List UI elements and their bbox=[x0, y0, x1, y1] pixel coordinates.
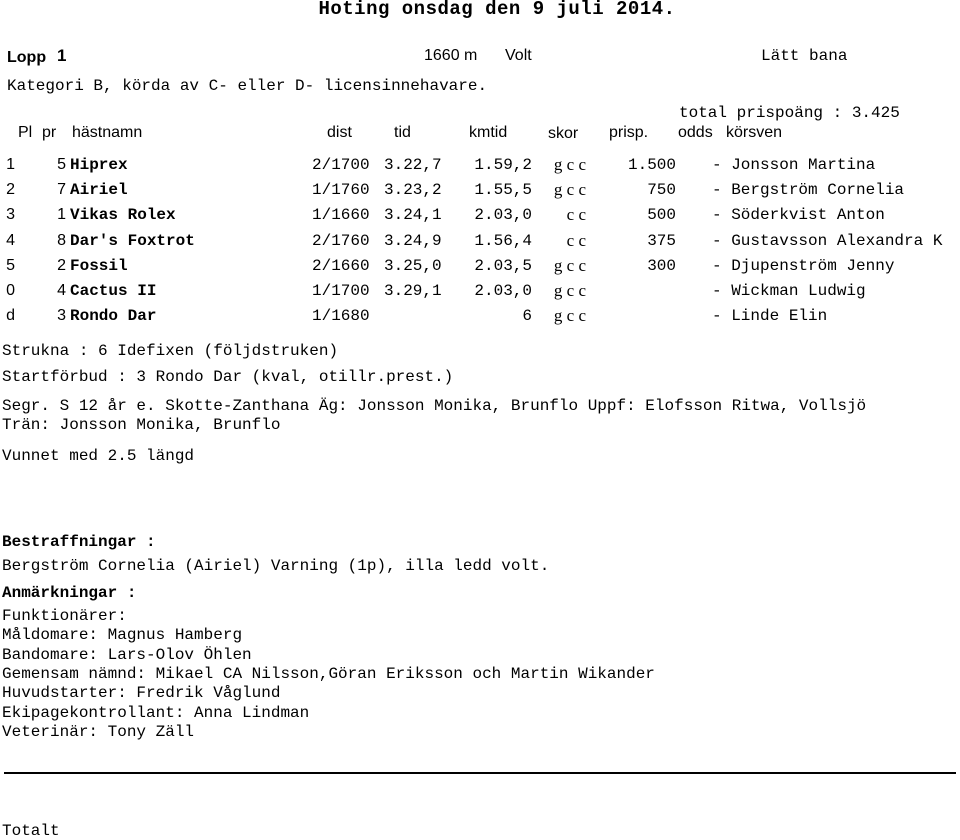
divider bbox=[4, 772, 956, 774]
startforbud-line: Startförbud : 3 Rondo Dar (kval, otillr.prest.) bbox=[2, 368, 454, 386]
row-pr: 8 bbox=[57, 231, 66, 249]
row-skor: g c c bbox=[553, 180, 586, 200]
row-driver: - Jonsson Martina bbox=[712, 156, 876, 174]
row-pr: 4 bbox=[57, 282, 66, 299]
remark-line: Gemensam nämnd: Mikael CA Nilsson,Göran Eriksson och Martin Wikander bbox=[2, 664, 655, 683]
row-pl: 3 bbox=[6, 206, 15, 224]
col-time: tid bbox=[394, 124, 411, 141]
totalt-label: Totalt bbox=[2, 822, 60, 840]
row-prize: 750 bbox=[647, 181, 676, 200]
row-kmtid: 1.56,4 bbox=[474, 231, 532, 250]
row-kmtid: 2.03,5 bbox=[474, 256, 532, 275]
row-dist: 1/1660 bbox=[312, 206, 370, 225]
row-pr: 1 bbox=[57, 206, 66, 224]
row-pr: 7 bbox=[57, 181, 66, 199]
row-pr: 5 bbox=[57, 156, 66, 173]
col-pr: pr bbox=[42, 124, 57, 141]
row-skor: c c bbox=[566, 230, 586, 250]
row-dist: 1/1760 bbox=[312, 181, 370, 200]
row-dist: 1/1680 bbox=[312, 307, 370, 326]
row-time: 3.23,2 bbox=[384, 181, 442, 200]
remark-line: Huvudstarter: Fredrik Våglund bbox=[2, 684, 281, 703]
row-horse: Hiprex bbox=[70, 156, 128, 174]
row-pr: 3 bbox=[57, 307, 66, 325]
row-driver: - Linde Elin bbox=[712, 307, 828, 326]
col-dist: dist bbox=[327, 124, 352, 141]
col-odds: odds bbox=[678, 124, 713, 141]
row-time: 3.22,7 bbox=[384, 156, 442, 174]
col-skor: skor bbox=[548, 125, 579, 142]
row-horse: Fossil bbox=[70, 256, 128, 275]
col-kmtid: kmtid bbox=[469, 124, 508, 141]
col-horse: hästnamn bbox=[72, 124, 143, 141]
row-kmtid: 6 bbox=[522, 307, 532, 326]
row-pl: 0 bbox=[6, 282, 15, 299]
row-pl: 4 bbox=[6, 231, 15, 249]
row-driver: - Bergström Cornelia bbox=[712, 181, 905, 200]
row-pl: 1 bbox=[6, 156, 15, 173]
row-driver: - Djupenström Jenny bbox=[712, 256, 895, 275]
row-time: 3.25,0 bbox=[384, 256, 442, 275]
row-prize: 500 bbox=[647, 206, 676, 225]
row-prize: 300 bbox=[647, 256, 676, 275]
penalties-heading: Bestraffningar : bbox=[2, 533, 156, 551]
row-pl: d bbox=[6, 307, 15, 325]
row-kmtid: 2.03,0 bbox=[474, 282, 532, 300]
col-prisp: prisp. bbox=[609, 124, 649, 141]
strukna-line: Strukna : 6 Idefixen (följdstruken) bbox=[2, 342, 339, 360]
col-pl: Pl bbox=[18, 124, 33, 141]
row-horse: Rondo Dar bbox=[70, 307, 157, 326]
total-prize: total prispoäng : 3.425 bbox=[679, 104, 900, 122]
remark-line: Måldomare: Magnus Hamberg bbox=[2, 626, 243, 645]
race-number: 1 bbox=[57, 46, 67, 65]
col-driver: körsven bbox=[726, 124, 783, 141]
remark-line: Bandomare: Lars-Olov Öhlen bbox=[2, 645, 252, 664]
race-track: Lätt bana bbox=[761, 47, 848, 65]
row-driver: - Söderkvist Anton bbox=[712, 206, 885, 225]
remark-line: Funktionärer: bbox=[2, 607, 127, 625]
row-dist: 1/1700 bbox=[312, 282, 370, 300]
row-kmtid: 1.55,5 bbox=[474, 181, 532, 200]
row-skor: g c c bbox=[553, 155, 586, 174]
remark-line: Veterinär: Tony Zäll bbox=[2, 722, 195, 741]
row-skor: g c c bbox=[553, 306, 586, 326]
row-dist: 2/1660 bbox=[312, 256, 370, 275]
row-skor: g c c bbox=[553, 255, 586, 275]
row-kmtid: 1.59,2 bbox=[474, 156, 532, 174]
row-dist: 2/1700 bbox=[312, 156, 370, 174]
row-pl: 2 bbox=[6, 181, 15, 199]
won-by-line: Vunnet med 2.5 längd bbox=[2, 447, 195, 465]
race-label: Lopp bbox=[7, 49, 47, 66]
row-dist: 2/1760 bbox=[312, 231, 370, 250]
row-horse: Cactus II bbox=[70, 282, 157, 300]
row-horse: Dar's Foxtrot bbox=[70, 231, 195, 250]
trainer-line: Trän: Jonsson Monika, Brunflo bbox=[2, 416, 281, 434]
row-skor: c c bbox=[566, 205, 586, 225]
penalties-text: Bergström Cornelia (Airiel) Varning (1p), illa ledd volt. bbox=[2, 557, 550, 575]
row-prize: 375 bbox=[647, 231, 676, 250]
remarks-heading: Anmärkningar : bbox=[2, 584, 137, 602]
row-driver: - Wickman Ludwig bbox=[712, 282, 866, 300]
row-time: 3.24,9 bbox=[384, 231, 442, 250]
row-horse: Vikas Rolex bbox=[70, 206, 176, 225]
row-horse: Airiel bbox=[70, 181, 128, 200]
row-skor: g c c bbox=[553, 281, 586, 300]
row-pl: 5 bbox=[6, 256, 15, 274]
race-distance: 1660 m bbox=[424, 47, 478, 64]
row-pr: 2 bbox=[57, 256, 66, 274]
row-driver: - Gustavsson Alexandra K bbox=[712, 231, 943, 250]
row-kmtid: 2.03,0 bbox=[474, 206, 532, 225]
race-category: Kategori B, körda av C- eller D- licensinnehavare. bbox=[7, 77, 488, 95]
page-title: Hoting onsdag den 9 juli 2014. bbox=[318, 0, 676, 20]
remark-line: Ekipagekontrollant: Anna Lindman bbox=[2, 703, 310, 722]
row-time: 3.29,1 bbox=[384, 282, 442, 300]
race-start-type: Volt bbox=[505, 47, 532, 64]
row-prize: 1.500 bbox=[627, 156, 676, 174]
row-time: 3.24,1 bbox=[384, 206, 442, 225]
winner-info-line: Segr. S 12 år e. Skotte-Zanthana Äg: Jonsson Monika, Brunflo Uppf: Elofsson Ritwa, Vollsjö bbox=[2, 397, 867, 415]
